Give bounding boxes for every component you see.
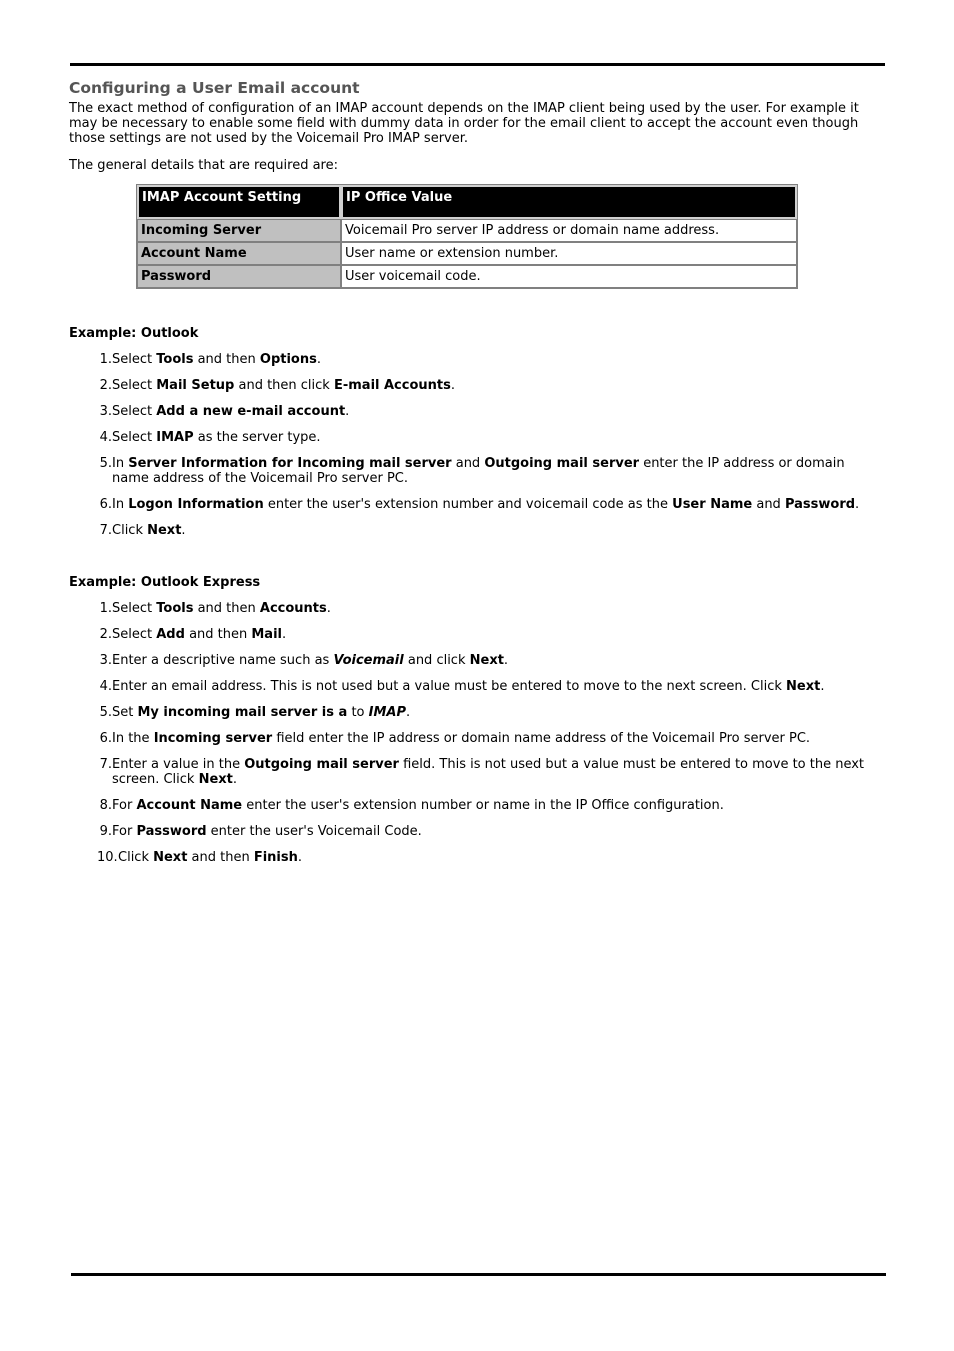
outlook-express-steps-list xyxy=(69,601,869,865)
step-text: In Server Information for Incoming mail server and Outgoing mail server enter the IP address or domain name address of the Voicemail Pro server PC. xyxy=(112,456,845,486)
step-text: Select Tools and then Options. xyxy=(112,352,321,367)
table-row xyxy=(137,219,797,242)
step-number: 6. xyxy=(99,731,112,746)
step-number: 10. xyxy=(97,850,118,865)
list-item xyxy=(69,352,869,367)
list-item xyxy=(69,653,869,668)
setting-value-cell: Voicemail Pro server IP address or domain name address. xyxy=(341,219,797,242)
list-item xyxy=(69,601,869,616)
step-text: Click Next and then Finish. xyxy=(118,850,303,865)
list-item xyxy=(69,679,869,694)
table-row xyxy=(137,242,797,265)
setting-name-cell: Account Name xyxy=(137,242,341,265)
step-number: 1. xyxy=(99,352,112,367)
outlook-steps-list xyxy=(69,352,869,538)
imap-settings-table xyxy=(136,184,798,289)
list-item xyxy=(69,497,869,512)
outlook-example-heading: Example: Outlook xyxy=(69,326,199,341)
list-item xyxy=(69,523,869,538)
step-number: 6. xyxy=(99,497,112,512)
setting-value-cell: User name or extension number. xyxy=(341,242,797,265)
general-details-text: The general details that are required are: xyxy=(69,158,338,173)
outlook-express-example-heading: Example: Outlook Express xyxy=(69,575,261,590)
step-number: 5. xyxy=(99,456,112,471)
list-item xyxy=(69,850,869,865)
list-item xyxy=(69,378,869,393)
step-number: 4. xyxy=(99,679,112,694)
step-text: Select Add a new e-mail account. xyxy=(112,404,350,419)
list-item xyxy=(69,456,869,486)
setting-name-cell: Incoming Server xyxy=(137,219,341,242)
page-title: Configuring a User Email account xyxy=(69,79,360,97)
table-row xyxy=(137,265,797,288)
list-item xyxy=(69,430,869,445)
step-number: 9. xyxy=(99,824,112,839)
table-header-cell: IMAP Account Setting xyxy=(137,185,341,219)
step-text: Enter a value in the Outgoing mail server field. This is not used but a value must be entered to move to the next screen. Click Next. xyxy=(112,757,865,787)
page-content xyxy=(69,79,869,865)
list-item xyxy=(69,757,869,787)
bottom-rule xyxy=(71,1273,886,1276)
table-header-row xyxy=(137,185,797,219)
step-number: 5. xyxy=(99,705,112,720)
step-text: Select Add and then Mail. xyxy=(112,627,287,642)
step-number: 3. xyxy=(99,404,112,419)
step-number: 2. xyxy=(99,378,112,393)
list-item xyxy=(69,731,869,746)
list-item xyxy=(69,404,869,419)
step-number: 8. xyxy=(99,798,112,813)
step-number: 3. xyxy=(99,653,112,668)
step-text: Enter a descriptive name such as Voicemail and click Next. xyxy=(112,653,509,668)
list-item xyxy=(69,798,869,813)
table-header-cell: IP Office Value xyxy=(341,185,797,219)
step-text: Click Next. xyxy=(112,523,186,538)
step-number: 1. xyxy=(99,601,112,616)
list-item xyxy=(69,824,869,839)
top-rule xyxy=(70,63,885,66)
list-item xyxy=(69,705,869,720)
step-number: 7. xyxy=(99,757,112,772)
step-text: Enter an email address. This is not used but a value must be entered to move to the next screen. Click Next. xyxy=(112,679,825,694)
step-text: Select Mail Setup and then click E-mail Accounts. xyxy=(112,378,456,393)
step-text: Select IMAP as the server type. xyxy=(112,430,321,445)
step-number: 2. xyxy=(99,627,112,642)
list-item xyxy=(69,627,869,642)
step-text: In Logon Information enter the user's extension number and voicemail code as the User Name and Password. xyxy=(112,497,860,512)
step-text: For Account Name enter the user's extension number or name in the IP Office configuration. xyxy=(112,798,724,813)
setting-value-cell: User voicemail code. xyxy=(341,265,797,288)
step-text: Set My incoming mail server is a to IMAP. xyxy=(112,705,411,720)
step-text: Select Tools and then Accounts. xyxy=(112,601,331,616)
step-text: For Password enter the user's Voicemail Code. xyxy=(112,824,422,839)
step-number: 7. xyxy=(99,523,112,538)
step-number: 4. xyxy=(99,430,112,445)
step-text: In the Incoming server field enter the IP address or domain name address of the Voicemail Pro server PC. xyxy=(112,731,811,746)
setting-name-cell: Password xyxy=(137,265,341,288)
intro-paragraph: The exact method of configuration of an IMAP account depends on the IMAP client being used by the user. For example it may be necessary to enable some field with dummy data in order for the email client to accept the account even though those settings are not used by the Voicemail Pro IMAP server. xyxy=(69,101,859,146)
